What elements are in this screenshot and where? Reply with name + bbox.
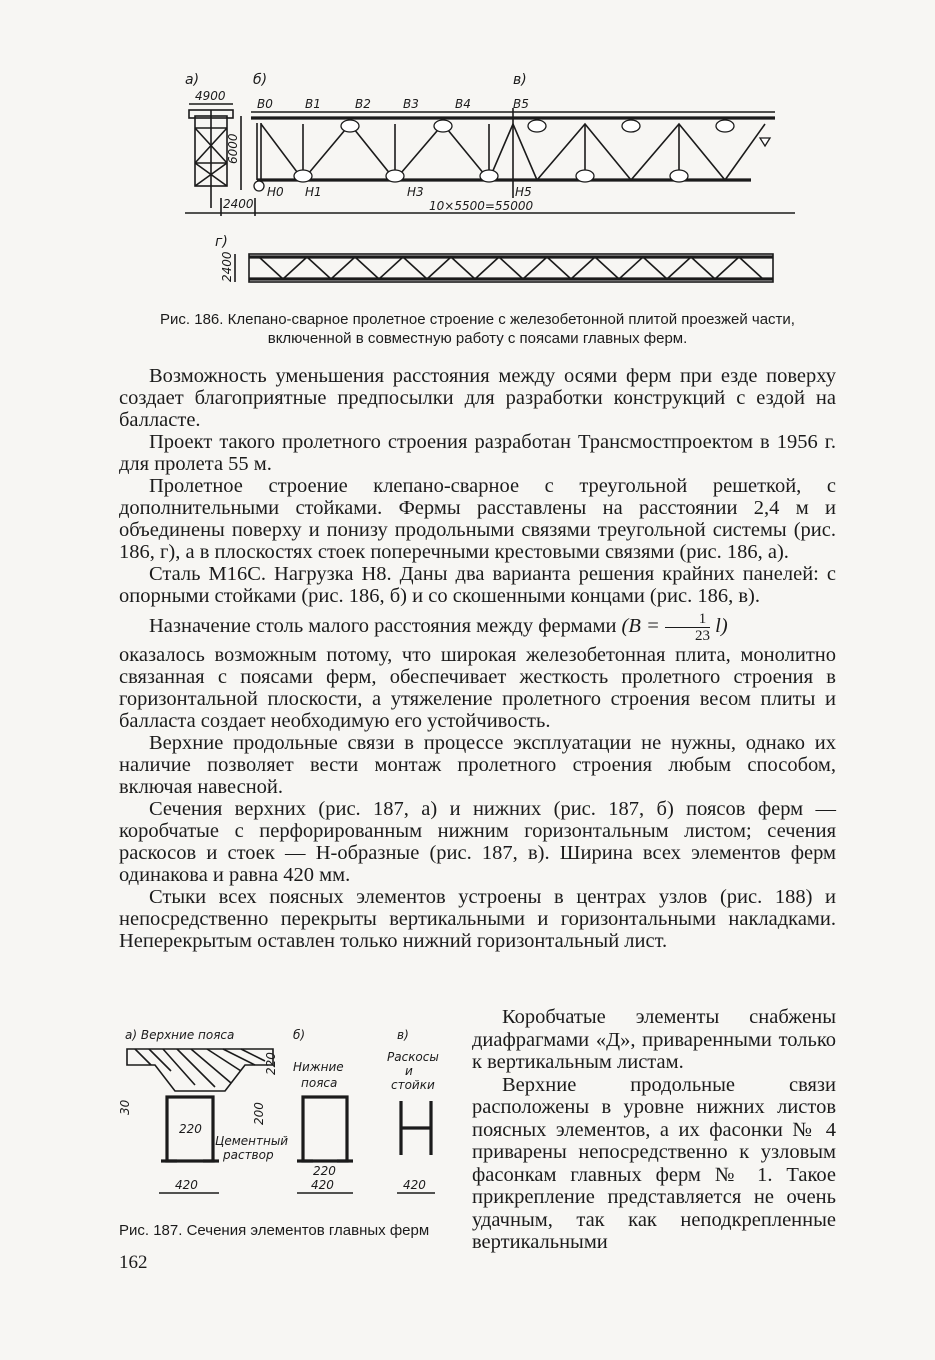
fig187-label-v-sub1: Раскосы <box>387 1050 439 1064</box>
fig187-label-b-sub2: пояса <box>301 1076 338 1090</box>
fig187-label-v: в) <box>397 1028 409 1042</box>
fig187-dim-420-a: 420 <box>175 1178 198 1192</box>
fig186-label-B5: В5 <box>513 97 529 111</box>
fig186-label-B4: В4 <box>455 97 471 111</box>
page-number: 162 <box>119 1252 148 1273</box>
figure-187 <box>115 1025 465 1215</box>
fig186-label-B0: В0 <box>257 97 273 111</box>
fig187-label-v-sub2: и <box>405 1064 413 1078</box>
fig187-dim-420-b: 420 <box>311 1178 334 1192</box>
paragraph-8: Стыки всех поясных элементов устроены в центрах узлов (рис. 188) и непосредственно перекрыты вертикальными и горизонтальными накладками. Неперекрытым оставлен только нижний горизонтальный лист. <box>119 886 836 952</box>
fig186-caption: Рис. 186. Клепано-сварное пролетное строение с железобетонной плитой проезжей части, включенной в совместную работу с поясами главных ферм. <box>160 311 795 347</box>
fig186-label-v: в) <box>513 72 527 88</box>
fig187-dim-420-c: 420 <box>403 1178 426 1192</box>
fig187-caption: Рис. 187. Сечения элементов главных ферм <box>119 1222 430 1239</box>
fig186-label-B3: В3 <box>403 97 419 111</box>
figure-186 <box>175 68 795 300</box>
fig187-dim-30: 30 <box>118 1099 132 1115</box>
formula-denominator: 23 <box>694 628 710 644</box>
fig186-label-H1: Н1 <box>305 185 322 199</box>
fig187-dim-220-mid: 220 <box>179 1122 202 1136</box>
fig186-label-H5: Н5 <box>515 185 532 199</box>
fig187-dim-200: 200 <box>252 1102 266 1125</box>
paragraph-3: Пролетное строение клепано-сварное с треугольной решеткой, с дополнительными стойками. Фермы расставлены на расстоянии 2,4 м и объединены поверху и понизу продольными связями треугольной системы (рис. 186, г), а в плоскостях стоек поперечными крестовыми связями (рис. 186, а). <box>119 475 836 563</box>
fig186-dim-4900: 4900 <box>195 89 226 103</box>
fig186-label-g: г) <box>215 234 228 250</box>
paragraph-2: Проект такого пролетного строения разработан Трансмостпроектом в 1956 г. для пролета 55 м. <box>119 431 836 475</box>
fig186-truss-elevation <box>251 108 775 198</box>
formula-b: (B = $\frac{1}{23}$ l) <box>621 611 728 644</box>
fig186-label-B1: В1 <box>305 97 321 111</box>
fig186-label-H3: Н3 <box>407 185 424 199</box>
fig187-label-b: б) <box>293 1028 306 1042</box>
paragraph-5-rest: оказалось возможным потому, что широкая железобетонная плита, монолитно связанная с поясами ферм, обеспечивает жесткость пролетного строения в горизонтальной плоскости, а утяжеление пролетного строения весом плиты и балласта создает необходимую его устойчивость. <box>119 644 836 732</box>
paragraph-6: Верхние продольные связи в процессе эксплуатации не нужны, однако их наличие позволяет вести монтаж пролетного строения любым способом, включая навесной. <box>119 732 836 798</box>
fig187-label-v-sub3: стойки <box>391 1078 435 1092</box>
fig186-dim-6000: 6000 <box>226 133 240 164</box>
paragraph-4: Сталь М16С. Нагрузка Н8. Даны два варианта решения крайних панелей: с опорными стойками (рис. 186, б) и со скошенными концами (рис. 186, в). <box>119 563 836 607</box>
fig186-label-a: а) <box>185 72 200 88</box>
fig186-dim-2400-v: 2400 <box>220 251 234 282</box>
paragraph-5 <box>119 611 836 644</box>
paragraph-5-start: Назначение столь малого расстояния между фермами <box>149 615 617 638</box>
paragraph-7: Сечения верхних (рис. 187, а) и нижних (рис. 187, б) поясов ферм — коробчатые с перфорированным нижним горизонтальным листом; сечения раскосов и стоек — Н-образные (рис. 187, в). Ширина всех элементов ферм одинакова и равна 420 мм. <box>119 798 836 886</box>
fig187-cement-1: Цементный <box>215 1134 289 1148</box>
fig187-dim-220-top: 220 <box>264 1052 278 1075</box>
paragraph-9: Коробчатые элементы снабжены диафрагмами «Д», приваренными только к вертикальным листам. <box>472 1006 836 1073</box>
fig187-label-b-sub1: Нижние <box>293 1060 344 1074</box>
fig186-label-b: б) <box>253 72 268 88</box>
fig187-dim-220-b: 220 <box>313 1164 336 1178</box>
formula-numerator: 1 <box>665 611 710 628</box>
right-column-text <box>472 1006 836 1254</box>
paragraph-10: Верхние продольные связи расположены в уровне нижних листов поясных элементов, а их фасонки № 4 приварены непосредственно к узловым фасонкам главных ферм № 1. Такое прикрепление представляется не очень удачным, так как неподкрепленные вертикальными <box>472 1073 836 1253</box>
fig186-dim-span: 10×5500=55000 <box>429 199 534 213</box>
fig186-label-H0: Н0 <box>267 185 284 199</box>
fig187-cement-2: раствор <box>223 1148 274 1162</box>
paragraph-1: Возможность уменьшения расстояния между осями ферм при езде поверху создает благоприятные предпосылки для разработки конструкций с ездой на балласте. <box>119 365 836 431</box>
fig186-label-B2: В2 <box>355 97 371 111</box>
fig187-section-v-h-shape <box>401 1101 431 1155</box>
main-text <box>119 365 836 952</box>
fig187-section-b <box>297 1097 353 1161</box>
fig186-plan-bracing <box>249 254 773 282</box>
fig186-dim-2400-h: 2400 <box>223 197 254 211</box>
fig187-label-a: а) Верхние пояса <box>125 1028 235 1042</box>
